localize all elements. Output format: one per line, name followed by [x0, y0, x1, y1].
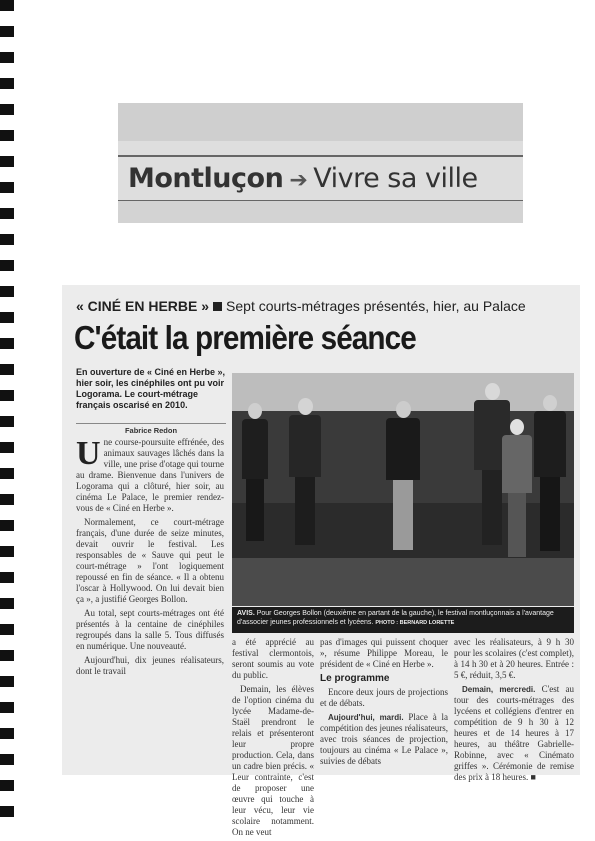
- photo-caption: [232, 607, 574, 633]
- subheading: Le programme: [320, 673, 390, 684]
- column-4: [454, 637, 574, 786]
- city-name: Montluçon: [128, 163, 284, 194]
- column-1: [76, 437, 224, 680]
- headline: C'était la première séance: [74, 319, 416, 356]
- caption-lead: AVIS.: [237, 610, 255, 617]
- spiral-binding: [0, 0, 14, 825]
- standfirst: En ouverture de « Ciné en Herbe », hier soir, les cinéphiles ont pu voir Logorama. Le court-métrage français oscarisé en 2010.: [76, 367, 226, 410]
- header-shade-bottom: [118, 201, 523, 223]
- paragraph: avec les réalisateurs, à 9 h 30 pour les scolaires (c'est complet), à 14 h 30 et à 20 heures. Entrée : 5 €, réduit, 3,5 €.: [454, 637, 574, 680]
- header-shade: [118, 103, 523, 141]
- kicker-text: Sept courts-métrages présentés, hier, au Palace: [226, 298, 526, 314]
- caption-text: Pour Georges Bollon (deuxième en partant de la gauche), le festival montluçonnais a l'avantage d'associer jeunes professionnels et lycéens.: [237, 610, 554, 626]
- paragraph: Demain, les élèves de l'option cinéma du lycée Madame-de-Staël prendront le relais et présenteront leur propre production. Cela, dans un cadre bien précis. « Leur contrainte, c'est de proposer une œuvre qui touche à leur vécu, leur vie scolaire notamment. On ne veut: [232, 684, 314, 837]
- paragraph: a été apprécié au festival clermontois, seront soumis au vote du public.: [232, 637, 314, 680]
- drop-cap: U: [76, 435, 101, 472]
- article-photo: [232, 373, 574, 606]
- scanned-page: [18, 0, 588, 837]
- newspaper-clipping: [62, 285, 580, 837]
- column-3: [320, 637, 448, 770]
- paragraph: C'est au tour des courts-métrages des lycéens et collégiens d'entrer en compétition de 9 h 30 à 12 heures et de 14 heures à 17 heures, au théâtre Gabrielle-Robinne, avec « Cinémato griffes ». Cérémonie de remise des prix à 18 heures. ■: [454, 684, 574, 782]
- paragraph: Au total, sept courts-métrages ont été présentés à la centaine de cinéphiles regroupés dans la salle 5. Tous diffusés en numérique. Une nouveauté.: [76, 608, 224, 651]
- photo-credit: PHOTO : BERNARD LORETTE: [375, 620, 455, 626]
- paragraph: pas d'images qui puissent choquer », résume Philippe Moreau, le président de « Ciné en Herbe ».: [320, 637, 448, 669]
- section-name: Vivre sa ville: [313, 163, 478, 194]
- header-rule: [118, 155, 523, 157]
- byline: Fabrice Redon: [76, 423, 226, 435]
- column-2: [232, 637, 314, 841]
- kicker-tag: « CINÉ EN HERBE »: [76, 298, 210, 314]
- kicker: [76, 298, 526, 314]
- arrow-icon: ➔: [289, 168, 308, 193]
- person-figure: [532, 395, 568, 555]
- paragraph: Place à la compétition des jeunes réalisateurs, avec trois séances de projection, toujours au cinéma « Le Palace », suivies de débats: [320, 712, 448, 766]
- person-figure: [287, 398, 323, 548]
- paragraph: Aujourd'hui, dix jeunes réalisateurs, dont le travail: [76, 655, 224, 676]
- paragraph: Encore deux jours de projections et de débats.: [320, 687, 448, 708]
- section-title: [128, 163, 478, 194]
- section-header: [118, 103, 523, 223]
- paragraph-lead: Aujourd'hui, mardi.: [328, 713, 404, 722]
- person-figure: [500, 419, 534, 559]
- paragraph: ne course-poursuite effrénée, des animaux sauvages lâchés dans la ville, une prise d'otage qui tourne au drame. Bienvenue dans l'univers de Logorama qui a clôturé, hier soir, au cinéma Le Palace, le premier rendez-vous de « Ciné en Herbe ».: [76, 437, 224, 513]
- person-figure: [384, 401, 422, 553]
- square-bullet-icon: [213, 302, 222, 311]
- person-figure: [240, 403, 270, 543]
- paragraph-lead: Demain, mercredi.: [462, 685, 536, 694]
- paragraph: Normalement, ce court-métrage français, d'une durée de seize minutes, devait ouvrir le festival. Les responsables de « Sauve qui peut le court-métrage » l'ont logiquement repoussé en fin de séance. « Il a obtenu l'oscar à Hollywood. On lui devait bien ça », a justifié Georges Bollon.: [76, 517, 224, 604]
- photo-floor: [232, 558, 574, 606]
